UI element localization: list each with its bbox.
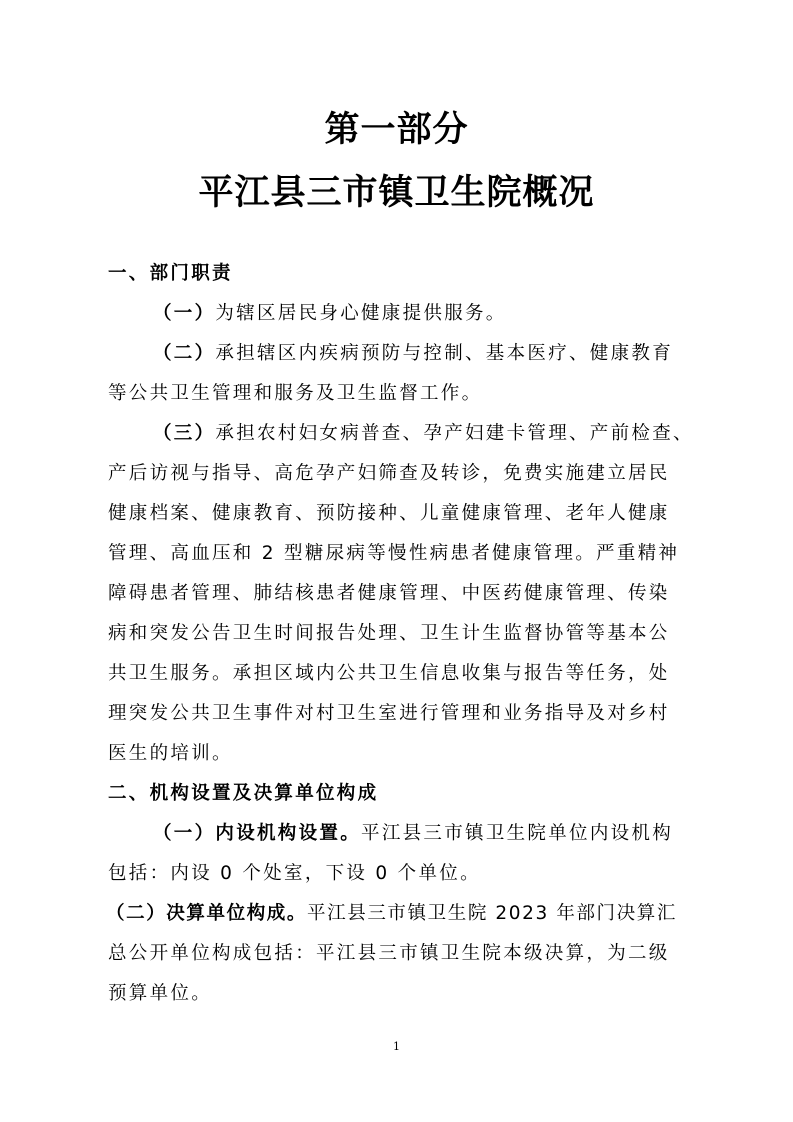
s1-item3-line9: 医生的培训。 [108, 743, 233, 764]
s1-item2-text: 承担辖区内疾病预防与控制、基本医疗、健康教育 [215, 343, 674, 364]
s1-item3-line2: 产后访视与指导、高危孕产妇筛查及转诊，免费实施建立居民 [108, 463, 670, 484]
s2-item2-text: 平江县三市镇卫生院 2023 年部门决算汇 [307, 903, 677, 924]
s1-item3-line4: 管理、高血压和 2 型糖尿病等慢性病患者健康管理。严重精神 [108, 543, 680, 564]
s2-item2-line3: 预算单位。 [108, 983, 213, 1004]
s1-item3-label: （三） [153, 423, 216, 444]
s1-item3-text: 承担农村妇女病普查、孕产妇建卡管理、产前检查、 [215, 423, 694, 444]
page-number: 1 [393, 1040, 400, 1053]
s1-item1-label: （一） [153, 303, 216, 324]
s1-item2-line1 [153, 342, 753, 366]
s2-item2-line1 [106, 902, 706, 926]
s1-item3-line1 [153, 422, 753, 446]
s1-item3-line6: 病和突发公告卫生时间报告处理、卫生计生监督协管等基本公 [108, 623, 670, 644]
s1-item1-text: 为辖区居民身心健康提供服务。 [215, 303, 507, 324]
part-title: 第一部分 [324, 110, 469, 150]
s2-item1-text: 平江县三市镇卫生院单位内设机构 [361, 823, 674, 844]
section1-heading: 一、部门职责 [108, 263, 233, 284]
document-title: 平江县三市镇卫生院概况 [198, 173, 595, 213]
s1-item2-line2: 等公共卫生管理和服务及卫生监督工作。 [108, 383, 483, 404]
s2-item1-line1 [153, 822, 753, 846]
s1-item3-line7: 共卫生服务。承担区域内公共卫生信息收集与报告等任务，处 [108, 663, 670, 684]
s1-item2-label: （二） [153, 343, 216, 364]
s2-item1-line2: 包括：内设 0 个处室，下设 0 个单位。 [108, 863, 481, 884]
s2-item2-label: （二）决算单位构成。 [106, 903, 308, 924]
s1-item3-line5: 障碍患者管理、肺结核患者健康管理、中医药健康管理、传染 [108, 583, 670, 604]
s1-item3-line3: 健康档案、健康教育、预防接种、儿童健康管理、老年人健康 [108, 503, 670, 524]
s1-item3-line8: 理突发公共卫生事件对村卫生室进行管理和业务指导及对乡村 [108, 703, 670, 724]
section2-heading: 二、机构设置及决算单位构成 [108, 783, 379, 804]
s1-item1 [153, 302, 753, 326]
s2-item2-line2: 总公开单位构成包括：平江县三市镇卫生院本级决算，为二级 [108, 943, 670, 964]
s2-item1-label: （一）内设机构设置。 [153, 823, 362, 844]
